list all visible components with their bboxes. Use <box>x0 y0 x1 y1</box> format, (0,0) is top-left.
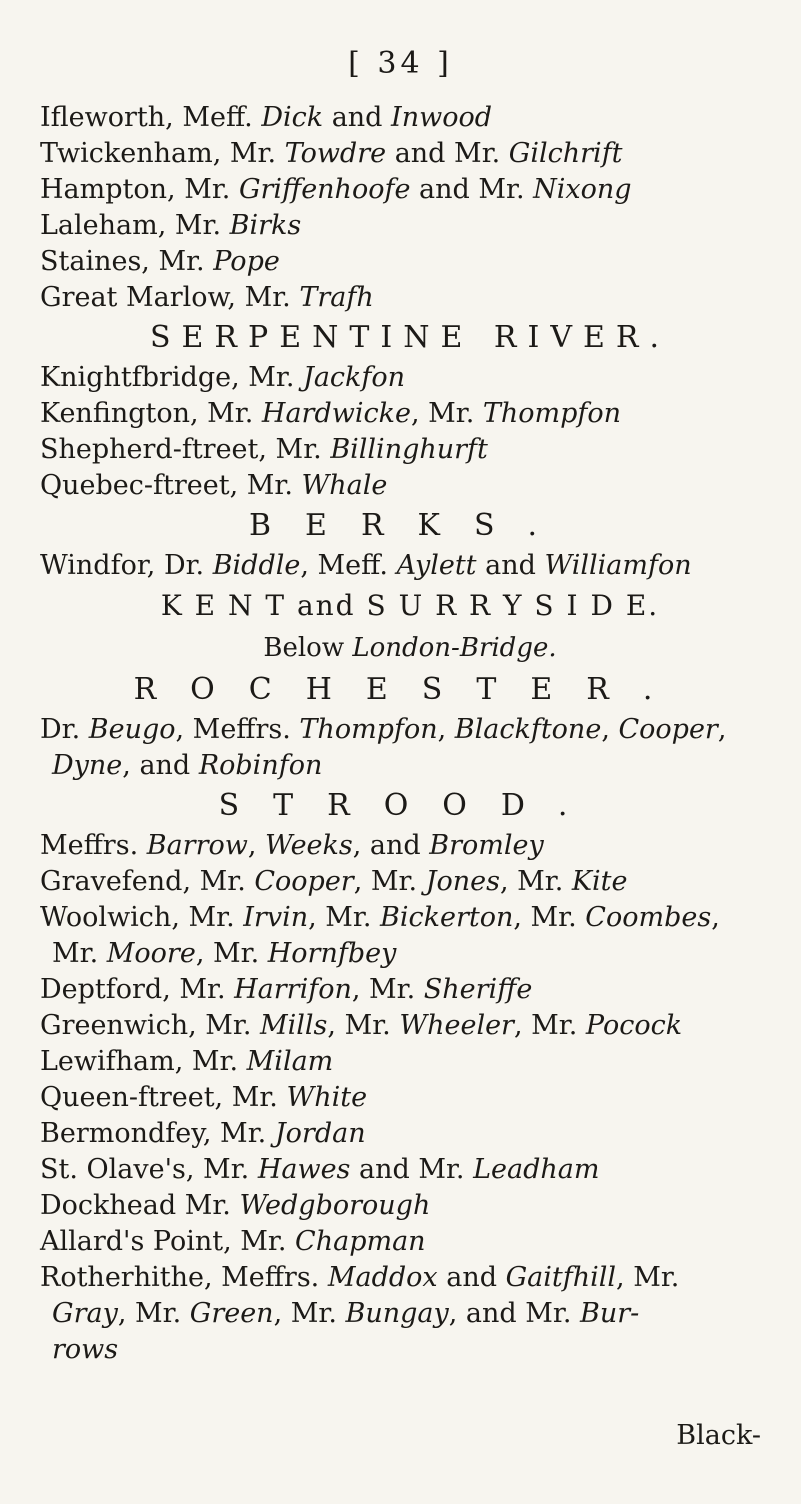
person-name: Harrifon <box>234 974 352 1005</box>
entry-text: and <box>476 550 545 581</box>
person-name: Weeks <box>265 830 353 861</box>
entry-text: , Mr. <box>499 866 572 897</box>
entry-text: and <box>323 102 392 133</box>
entry-text: Gravefend, Mr. <box>40 866 255 897</box>
entry-text: ROCHESTER. <box>133 672 687 707</box>
entry-text: Mr. <box>52 938 107 969</box>
entry-text: , <box>717 714 727 745</box>
person-name: Towdre <box>284 138 387 169</box>
person-name: Wedgborough <box>239 1190 431 1221</box>
person-name: Hardwicke <box>261 398 411 429</box>
entry-text: SERPENTINE RIVER. <box>149 320 671 355</box>
directory-entry <box>40 1260 780 1296</box>
person-name: Dyne <box>52 750 123 781</box>
entry-text: Twickenham, Mr. <box>40 138 285 169</box>
person-name: Gray <box>52 1298 118 1329</box>
entry-text: , <box>247 830 266 861</box>
directory-entry <box>40 1152 780 1188</box>
person-name: Wheeler <box>399 1010 514 1041</box>
entry-text: , Mr. <box>117 1298 190 1329</box>
entry-text: Knightfbridge, Mr. <box>40 362 303 393</box>
entry-text: , and Mr. <box>448 1298 581 1329</box>
person-name: Whale <box>301 470 388 501</box>
person-name: Bickerton <box>380 902 514 933</box>
directory-entry <box>40 100 780 136</box>
person-name: Coombes <box>585 902 712 933</box>
directory-entry <box>40 548 780 584</box>
directory-entry <box>40 1044 780 1080</box>
entry-text: Woolwich, Mr. <box>40 902 244 933</box>
person-name: Birks <box>229 210 302 241</box>
entry-text: Staines, Mr. <box>40 246 214 277</box>
page-number: [ 34 ] <box>348 46 453 81</box>
entry-text: Rotherhithe, Meffrs. <box>40 1262 328 1293</box>
entry-text: Shepherd-ftreet, Mr. <box>40 434 331 465</box>
directory-entry <box>40 828 780 864</box>
person-name: Cooper <box>618 714 718 745</box>
entry-text: Greenwich, Mr. <box>40 1010 260 1041</box>
person-name: Pocock <box>585 1010 683 1041</box>
entry-text: Deptford, Mr. <box>40 974 235 1005</box>
person-name: Barrow <box>146 830 248 861</box>
person-name: Chapman <box>295 1226 426 1257</box>
directory-entry <box>40 280 780 316</box>
person-name: Kite <box>571 866 628 897</box>
entry-text: , Mr. <box>616 1262 680 1293</box>
entry-text: , Mr. <box>308 902 381 933</box>
entry-text: K E N T and S U R R Y S I D E. <box>160 589 660 622</box>
person-name: Williamfon <box>544 550 692 581</box>
entry-text: St. Olave's, Mr. <box>40 1154 258 1185</box>
entry-text: Ifleworth, Meff. <box>40 102 262 133</box>
person-name: Aylett <box>396 550 477 581</box>
section-heading <box>40 668 780 712</box>
section-heading <box>40 784 780 828</box>
entry-text: Below <box>263 633 353 663</box>
directory-entry <box>40 972 780 1008</box>
entry-text: , <box>711 902 720 933</box>
directory-entry <box>40 748 780 784</box>
person-name: Griffenhoofe <box>238 174 411 205</box>
section-heading <box>40 584 780 628</box>
entry-text: , Mr. <box>327 1010 400 1041</box>
person-name: Hornfbey <box>267 938 397 969</box>
entry-text: and Mr. <box>386 138 509 169</box>
section-heading <box>40 504 780 548</box>
person-name: Nixong <box>533 174 632 205</box>
entry-text: , Mr. <box>351 974 424 1005</box>
entry-text: Windfor, Dr. <box>40 550 213 581</box>
entry-text: , Mr. <box>513 1010 586 1041</box>
directory-entry <box>40 136 780 172</box>
person-name: Sheriffe <box>423 974 533 1005</box>
person-name: Gaitfhill <box>505 1262 617 1293</box>
directory-entry <box>40 244 780 280</box>
person-name: London-Bridge. <box>352 633 557 663</box>
person-name: Irvin <box>243 902 309 933</box>
entry-text: Kenfington, Mr. <box>40 398 262 429</box>
entry-text: Lewifham, Mr. <box>40 1046 247 1077</box>
directory-entry <box>40 432 780 468</box>
person-name: Jordan <box>274 1118 366 1149</box>
person-name: Maddox <box>327 1262 438 1293</box>
entry-text: , Mr. <box>195 938 268 969</box>
person-name: Robinfon <box>198 750 323 781</box>
directory-entry <box>40 1116 780 1152</box>
directory-entry <box>40 1332 780 1368</box>
section-subheading <box>40 628 780 668</box>
person-name: Bungay <box>345 1298 449 1329</box>
person-name: Moore <box>106 938 196 969</box>
entry-text: and <box>437 1262 506 1293</box>
entry-text: BERKS. <box>249 508 571 543</box>
entry-text: , Meff. <box>300 550 397 581</box>
section-heading <box>40 316 780 360</box>
entry-text: , Meffrs. <box>175 714 300 745</box>
directory-entry <box>40 208 780 244</box>
directory-listing <box>40 100 780 1368</box>
entry-text: , and <box>352 830 430 861</box>
person-name: Hawes <box>257 1154 351 1185</box>
directory-entry <box>40 712 780 748</box>
entry-text: Quebec-ftreet, Mr. <box>40 470 302 501</box>
directory-entry <box>40 1188 780 1224</box>
entry-text: Great Marlow, Mr. <box>40 282 300 313</box>
directory-entry <box>40 172 780 208</box>
directory-entry <box>40 936 780 972</box>
entry-text: Dockhead Mr. <box>40 1190 240 1221</box>
person-name: Green <box>189 1298 274 1329</box>
entry-text: and Mr. <box>410 174 534 205</box>
entry-text: Meffrs. <box>40 830 147 861</box>
person-name: Inwood <box>391 102 493 133</box>
entry-text: Dr. <box>40 714 89 745</box>
directory-entry <box>40 1080 780 1116</box>
person-name: rows <box>52 1334 119 1365</box>
entry-text: and Mr. <box>350 1154 474 1185</box>
entry-text: , and <box>122 750 199 781</box>
person-name: Blackftone <box>454 714 602 745</box>
entry-text: STROOD. <box>218 788 602 823</box>
person-name: Beugo <box>88 714 176 745</box>
person-name: Mills <box>260 1010 328 1041</box>
person-name: Jones <box>425 866 500 897</box>
person-name: Leadham <box>473 1154 600 1185</box>
directory-entry <box>40 864 780 900</box>
person-name: Biddle <box>212 550 301 581</box>
person-name: Bromley <box>429 830 544 861</box>
directory-entry <box>40 1224 780 1260</box>
person-name: Bur- <box>580 1298 640 1329</box>
directory-entry <box>40 468 780 504</box>
directory-entry <box>40 396 780 432</box>
entry-text: Hampton, Mr. <box>40 174 239 205</box>
person-name: Billinghurft <box>330 434 488 465</box>
entry-text: Queen-ftreet, Mr. <box>40 1082 287 1113</box>
directory-entry <box>40 1296 780 1332</box>
person-name: Thompfon <box>299 714 438 745</box>
entry-text: , Mr. <box>353 866 426 897</box>
entry-text: , Mr. <box>273 1298 346 1329</box>
directory-entry <box>40 900 780 936</box>
person-name: Dick <box>261 102 324 133</box>
person-name: Milam <box>246 1046 334 1077</box>
person-name: White <box>286 1082 368 1113</box>
person-name: Jackfon <box>303 362 406 393</box>
directory-entry <box>40 1008 780 1044</box>
entry-text: Bermondfey, Mr. <box>40 1118 275 1149</box>
entry-text: , Mr. <box>513 902 586 933</box>
directory-entry <box>40 360 780 396</box>
entry-text: Allard's Point, Mr. <box>40 1226 296 1257</box>
person-name: Pope <box>213 246 280 277</box>
entry-text: Laleham, Mr. <box>40 210 230 241</box>
person-name: Thompfon <box>482 398 622 429</box>
entry-text: , Mr. <box>410 398 483 429</box>
catchword: Black- <box>676 1420 761 1451</box>
person-name: Trafh <box>299 282 374 313</box>
person-name: Cooper <box>254 866 354 897</box>
person-name: Gilchrift <box>508 138 623 169</box>
entry-text: , <box>437 714 455 745</box>
entry-text: , <box>601 714 619 745</box>
